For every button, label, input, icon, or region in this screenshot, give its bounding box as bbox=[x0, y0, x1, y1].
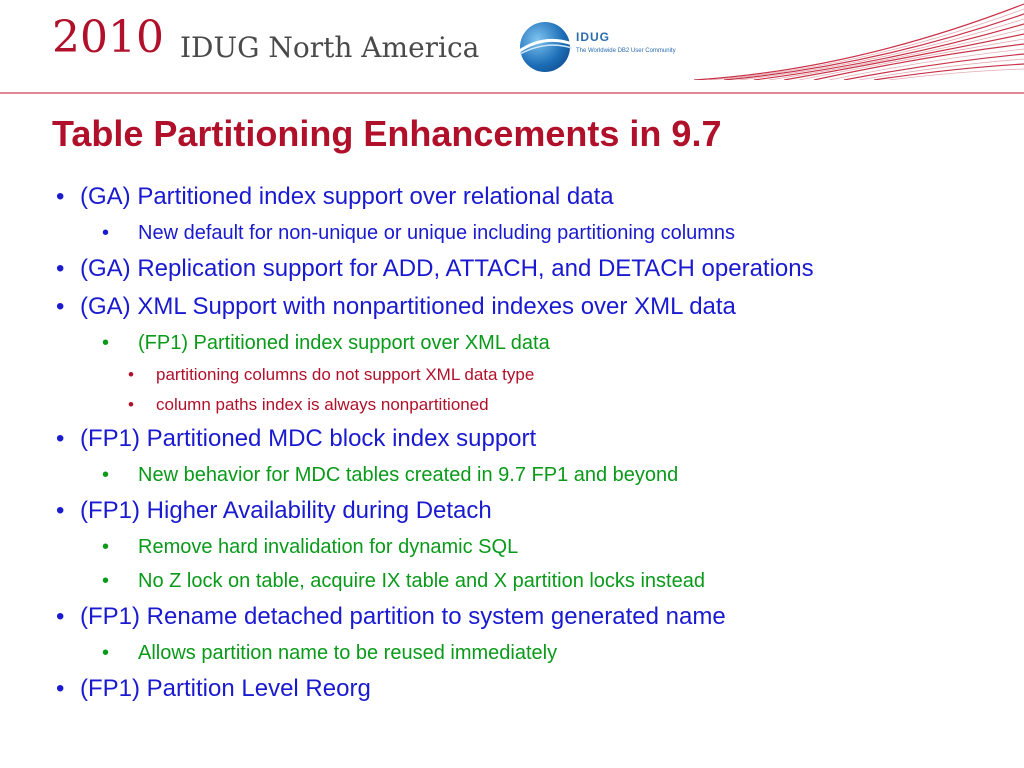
bullet-dot: • bbox=[56, 425, 65, 452]
bullet-dot: • bbox=[56, 255, 65, 282]
swoosh-icon bbox=[516, 38, 574, 56]
bullet-item-level1 bbox=[52, 250, 1012, 288]
slide-title: Table Partitioning Enhancements in 9.7 bbox=[52, 113, 722, 154]
bullet-dot: • bbox=[102, 642, 110, 664]
bullet-text: (GA) Replication support for ADD, ATTACH, and DETACH operations bbox=[80, 255, 814, 282]
bullet-item-level1 bbox=[52, 288, 1012, 326]
bullet-text: New default for non-unique or unique including partitioning columns bbox=[138, 222, 736, 244]
bullet-text: (FP1) Higher Availability during Detach bbox=[80, 497, 492, 524]
bullet-dot: • bbox=[56, 675, 65, 702]
bullet-dot: • bbox=[128, 395, 134, 414]
bullet-text: Allows partition name to be reused immediately bbox=[138, 642, 558, 664]
bullet-text: New behavior for MDC tables created in 9.7 FP1 and beyond bbox=[138, 464, 679, 486]
bullet-text: (FP1) Rename detached partition to system generated name bbox=[80, 603, 726, 630]
idug-logo bbox=[520, 22, 676, 78]
bullet-item-level3 bbox=[52, 360, 1012, 390]
bullet-item-level1 bbox=[52, 598, 1012, 636]
bullet-item-level3 bbox=[52, 390, 1012, 420]
bullet-dot: • bbox=[56, 293, 65, 320]
bullet-item-level1 bbox=[52, 420, 1012, 458]
header-year: 2010 bbox=[52, 12, 164, 63]
bullet-dot: • bbox=[102, 536, 110, 558]
bullet-item-level2 bbox=[52, 458, 1012, 492]
bullet-item-level1 bbox=[52, 492, 1012, 530]
bullet-item-level2 bbox=[52, 326, 1012, 360]
bullet-text: partitioning columns do not support XML data type bbox=[156, 365, 535, 384]
bullet-text: column paths index is always nonpartitioned bbox=[156, 395, 489, 414]
bullet-dot: • bbox=[56, 497, 65, 524]
header-event-name: IDUG North America bbox=[180, 31, 480, 64]
bullet-dot: • bbox=[56, 603, 65, 630]
bullet-text: (GA) Partitioned index support over relational data bbox=[80, 183, 614, 210]
bullet-dot: • bbox=[56, 183, 65, 210]
bullet-item-level1 bbox=[52, 178, 1012, 216]
bullet-dot: • bbox=[102, 332, 110, 354]
bullet-dot: • bbox=[102, 222, 110, 244]
bullet-dot: • bbox=[102, 464, 110, 486]
decorative-swoosh-lines bbox=[694, 0, 1024, 80]
bullet-text: (FP1) Partition Level Reorg bbox=[80, 675, 371, 702]
bullet-text: Remove hard invalidation for dynamic SQL bbox=[138, 536, 519, 558]
bullet-item-level2 bbox=[52, 636, 1012, 670]
bullet-item-level1 bbox=[52, 670, 1012, 708]
bullet-list bbox=[52, 178, 1012, 708]
bullet-dot: • bbox=[128, 365, 134, 384]
slide-header bbox=[0, 0, 1024, 88]
bullet-item-level2 bbox=[52, 216, 1012, 250]
bullet-text: No Z lock on table, acquire IX table and X partition locks instead bbox=[138, 570, 705, 592]
bullet-text: (FP1) Partitioned MDC block index support bbox=[80, 425, 537, 452]
logo-tagline: The Worldwide DB2 User Community bbox=[576, 48, 676, 54]
header-divider bbox=[0, 92, 1024, 94]
bullet-item-level2 bbox=[52, 530, 1012, 564]
bullet-dot: • bbox=[102, 570, 110, 592]
bullet-item-level2 bbox=[52, 564, 1012, 598]
logo-name: IDUG bbox=[576, 30, 610, 44]
bullet-text: (GA) XML Support with nonpartitioned indexes over XML data bbox=[80, 293, 736, 320]
bullet-text: (FP1) Partitioned index support over XML data bbox=[138, 332, 550, 354]
